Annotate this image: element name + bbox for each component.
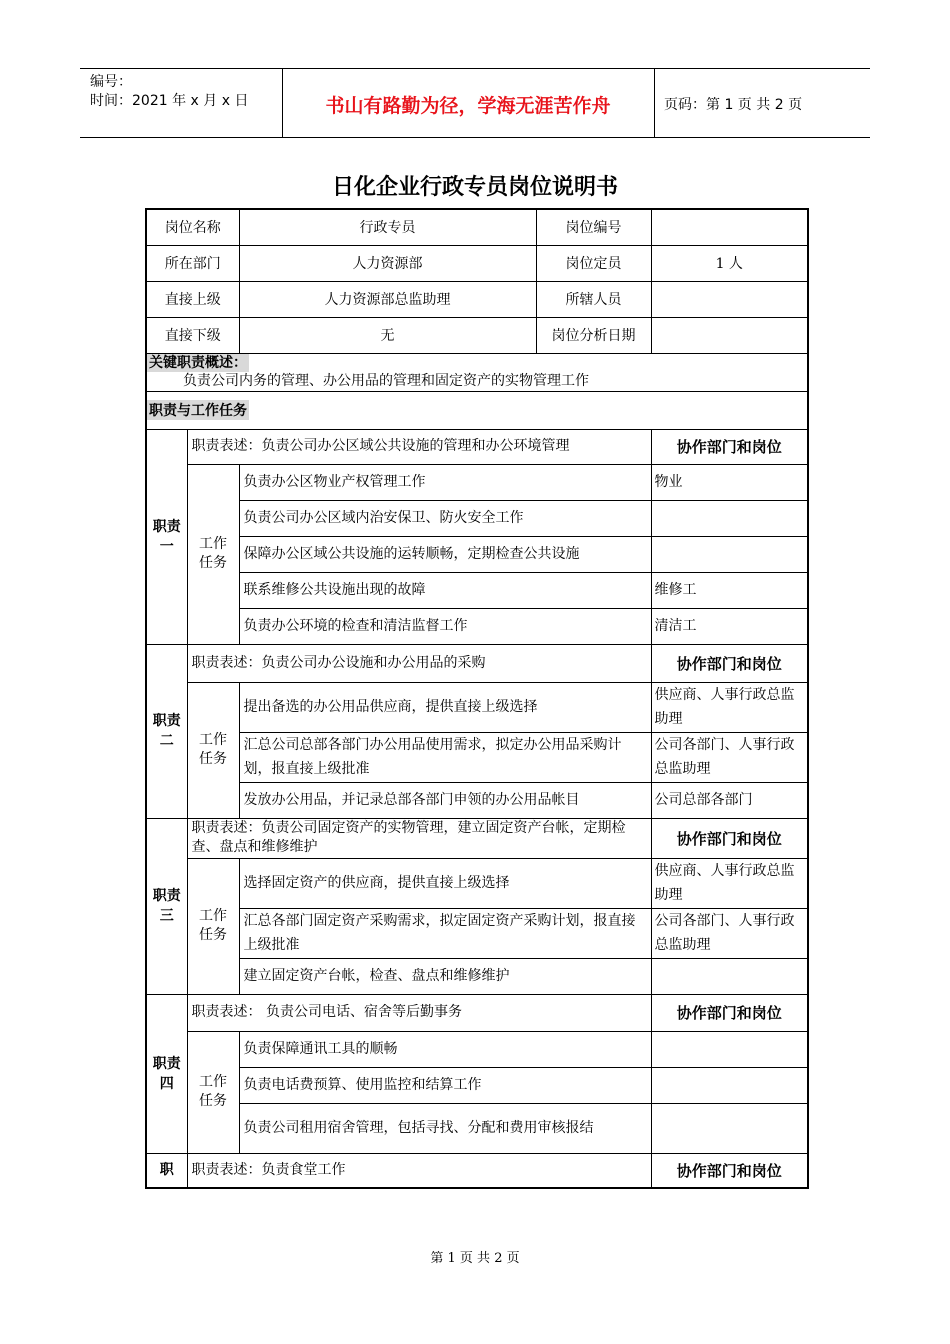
task-text: 建立固定资产台帐，检查、盘点和维修维护	[239, 958, 651, 994]
duty-statement-row	[146, 1153, 808, 1188]
task-text: 联系维修公共设施出现的故障	[239, 572, 651, 608]
field-value: 行政专员	[239, 209, 536, 245]
collab-header: 协作部门和岗位	[651, 1153, 808, 1188]
duty-statement-row	[146, 429, 808, 464]
duty-statement: 职责表述：负责公司办公区域公共设施的管理和办公环境管理	[187, 429, 651, 464]
collab-header: 协作部门和岗位	[651, 644, 808, 682]
page-header	[80, 68, 870, 138]
field-value	[651, 317, 808, 353]
duty-name: 职	[146, 1153, 187, 1188]
task-partner: 供应商、人事行政总监助理	[651, 858, 808, 908]
document-title: 日化企业行政专员岗位说明书	[331, 175, 618, 200]
task-partner: 公司总部各部门	[651, 782, 808, 818]
task-row	[146, 608, 808, 644]
task-text: 负责公司租用宿舍管理，包括寻找、分配和费用审核报结	[239, 1103, 651, 1153]
collab-header: 协作部门和岗位	[651, 429, 808, 464]
task-partner	[651, 1103, 808, 1153]
task-label-text: 工作任务	[199, 732, 227, 767]
task-row	[146, 732, 808, 782]
task-label-text: 工作任务	[199, 908, 227, 943]
header-divider	[654, 69, 655, 137]
task-text: 选择固定资产的供应商，提供直接上级选择	[239, 858, 651, 908]
summary-cell	[146, 353, 808, 391]
field-label: 岗位编号	[536, 209, 651, 245]
task-label	[187, 682, 239, 818]
duties-heading: 职责与工作任务	[147, 400, 249, 420]
task-label	[187, 464, 239, 644]
field-label: 岗位分析日期	[536, 317, 651, 353]
task-partner	[651, 1067, 808, 1103]
task-label	[187, 858, 239, 994]
task-label-text: 工作任务	[199, 1074, 227, 1109]
task-text: 提出备选的办公用品供应商，提供直接上级选择	[239, 682, 651, 732]
doc-date-label: 时间：2021 年 x 月 x 日	[90, 93, 249, 109]
task-row	[146, 1031, 808, 1067]
collab-header: 协作部门和岗位	[651, 818, 808, 858]
duty-statement: 职责表述： 负责公司电话、宿舍等后勤事务	[187, 994, 651, 1031]
duty-name: 职责二	[146, 644, 187, 818]
task-row	[146, 782, 808, 818]
field-value: 人力资源部总监助理	[239, 281, 536, 317]
field-label: 直接下级	[146, 317, 239, 353]
field-value: 1 人	[651, 245, 808, 281]
task-label-text: 工作任务	[199, 536, 227, 571]
task-partner	[651, 536, 808, 572]
task-text: 负责办公区物业产权管理工作	[239, 464, 651, 500]
field-value	[651, 209, 808, 245]
field-value	[651, 281, 808, 317]
task-row	[146, 572, 808, 608]
task-row	[146, 464, 808, 500]
job-description-table	[145, 208, 809, 1189]
basic-info-row	[146, 245, 808, 281]
task-row	[146, 858, 808, 908]
task-row	[146, 1067, 808, 1103]
task-text: 发放办公用品，并记录总部各部门申领的办公用品帐目	[239, 782, 651, 818]
task-text: 负责公司办公区域内治安保卫、防火安全工作	[239, 500, 651, 536]
task-label	[187, 1031, 239, 1153]
task-partner: 公司各部门、人事行政总监助理	[651, 908, 808, 958]
task-text: 保障办公区域公共设施的运转顺畅，定期检查公共设施	[239, 536, 651, 572]
task-partner: 公司各部门、人事行政总监助理	[651, 732, 808, 782]
task-row	[146, 1103, 808, 1153]
task-text: 负责保障通讯工具的顺畅	[239, 1031, 651, 1067]
task-partner: 供应商、人事行政总监助理	[651, 682, 808, 732]
duty-statement-row	[146, 818, 808, 858]
task-partner: 清洁工	[651, 608, 808, 644]
basic-info-row	[146, 281, 808, 317]
task-partner	[651, 1031, 808, 1067]
field-label: 岗位定员	[536, 245, 651, 281]
doc-code-label: 编号：	[90, 74, 132, 90]
duty-statement: 职责表述：负责公司固定资产的实物管理，建立固定资产台帐，定期检查、盘点和维修维护	[187, 818, 651, 858]
task-partner: 物业	[651, 464, 808, 500]
task-text: 负责办公环境的检查和清洁监督工作	[239, 608, 651, 644]
field-value: 无	[239, 317, 536, 353]
task-text: 负责电话费预算、使用监控和结算工作	[239, 1067, 651, 1103]
task-text: 汇总公司总部各部门办公用品使用需求，拟定办公用品采购计划，报直接上级批准	[239, 732, 651, 782]
field-label: 岗位名称	[146, 209, 239, 245]
duty-name: 职责三	[146, 818, 187, 994]
header-page-info: 页码：第 1 页 共 2 页	[664, 97, 803, 113]
summary-text: 负责公司内务的管理、办公用品的管理和固定资产的实物管理工作	[183, 372, 589, 389]
duty-statement: 职责表述：负责公司办公设施和办公用品的采购	[187, 644, 651, 682]
task-partner: 维修工	[651, 572, 808, 608]
duty-statement-row	[146, 994, 808, 1031]
duties-heading-row	[146, 391, 808, 429]
duty-name: 职责四	[146, 994, 187, 1153]
task-row	[146, 536, 808, 572]
page-footer: 第 1 页 共 2 页	[430, 1251, 520, 1266]
basic-info-row	[146, 317, 808, 353]
duties-heading-cell	[146, 391, 808, 429]
basic-info-row	[146, 209, 808, 245]
duty-name: 职责一	[146, 429, 187, 644]
task-text: 汇总各部门固定资产采购需求，拟定固定资产采购计划，报直接上级批准	[239, 908, 651, 958]
task-partner	[651, 958, 808, 994]
field-label: 直接上级	[146, 281, 239, 317]
task-row	[146, 908, 808, 958]
task-partner	[651, 500, 808, 536]
collab-header: 协作部门和岗位	[651, 994, 808, 1031]
summary-row	[146, 353, 808, 391]
header-meta	[90, 73, 248, 111]
duty-statement-row	[146, 644, 808, 682]
duty-statement: 职责表述：负责食堂工作	[187, 1153, 651, 1188]
task-row	[146, 682, 808, 732]
header-motto: 书山有路勤为径，学海无涯苦作舟	[325, 95, 611, 117]
summary-heading: 关键职责概述：	[149, 354, 247, 371]
field-value: 人力资源部	[239, 245, 536, 281]
field-label: 所辖人员	[536, 281, 651, 317]
task-row	[146, 500, 808, 536]
task-row	[146, 958, 808, 994]
field-label: 所在部门	[146, 245, 239, 281]
